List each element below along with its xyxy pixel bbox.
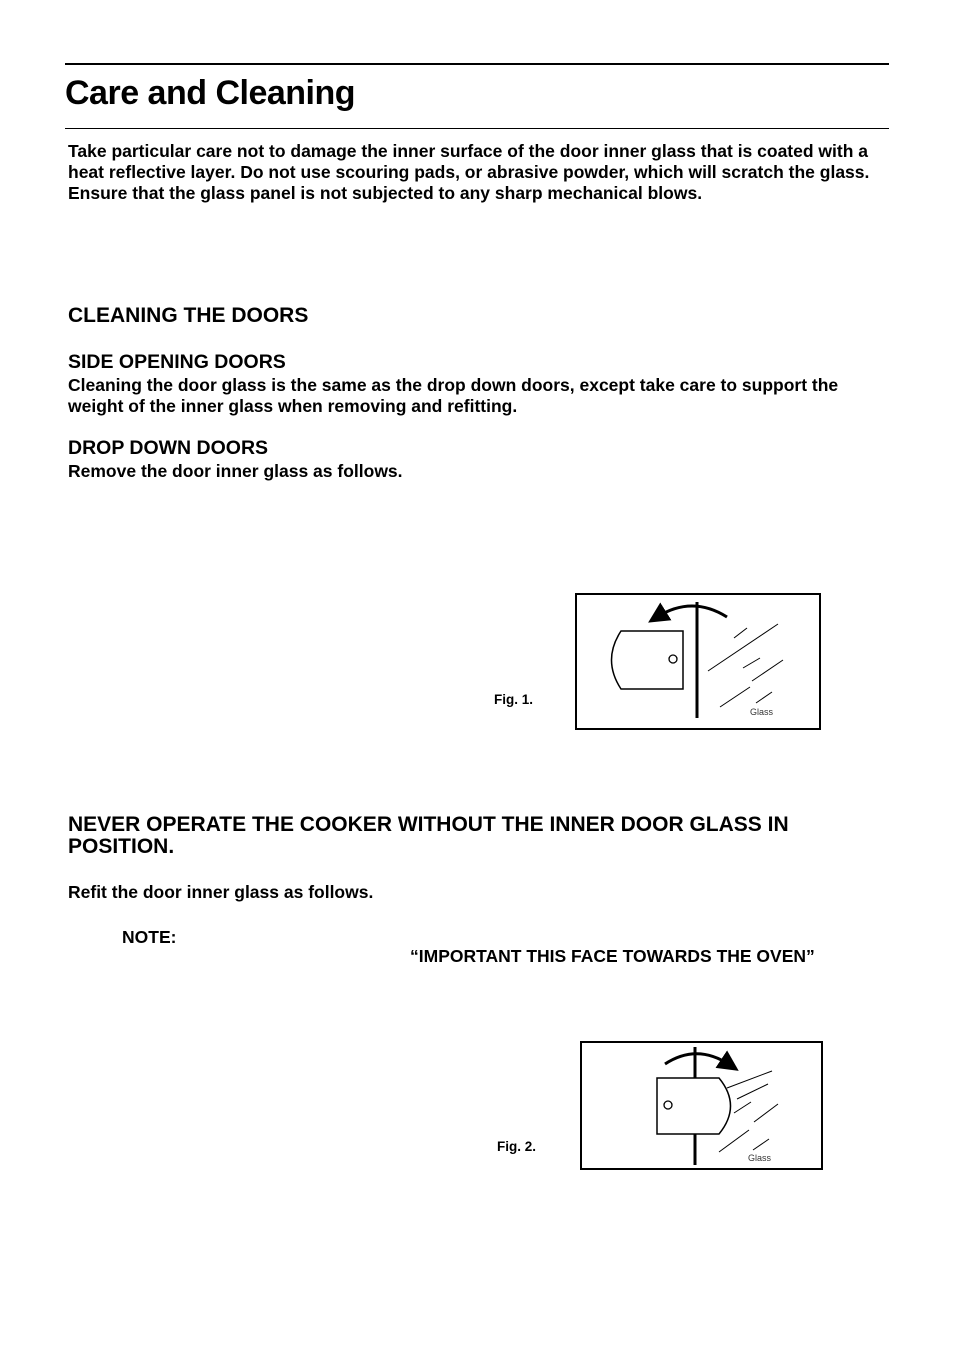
fig1-hinge-hole — [669, 655, 677, 663]
refit-text: Refit the door inner glass as follows. — [68, 882, 374, 902]
fig1-label: Fig. 1. — [494, 692, 534, 707]
drop-down-text: Remove the door inner glass as follows. — [68, 461, 403, 481]
intro-paragraph: Take particular care not to damage the inner surface of the door inner glass that is coated with a heat reflective layer. Do not use scouring pads, or abrasive powder, which will scratch the glass. Ensure that the glass panel is not subjected to any sharp mechanical blows. — [68, 141, 870, 203]
fig2-svg — [582, 1043, 821, 1168]
fig2-label: Fig. 2. — [497, 1139, 537, 1154]
important-text: “IMPORTANT THIS FACE TOWARDS THE OVEN” — [410, 946, 815, 966]
fig2-diagram — [580, 1041, 823, 1170]
fig1-diagram — [575, 593, 821, 730]
drop-down-heading: DROP DOWN DOORS — [68, 437, 269, 459]
warning-heading: NEVER OPERATE THE COOKER WITHOUT THE INNER DOOR GLASS IN POSITION. — [68, 813, 789, 858]
fig1-svg — [577, 595, 819, 728]
fig1-glass-label: Glass — [750, 707, 774, 717]
cleaning-doors-heading: CLEANING THE DOORS — [68, 304, 309, 327]
fig1-rotation-arrow — [657, 606, 727, 617]
side-opening-heading: SIDE OPENING DOORS — [68, 351, 286, 373]
fig2-glass-label: Glass — [748, 1153, 772, 1163]
page-title: Care and Cleaning — [65, 74, 356, 112]
fig1-glass-hatching — [708, 624, 783, 707]
side-opening-text: Cleaning the door glass is the same as the drop down doors, except take care to support the weight of the inner glass when removing and refitting. — [68, 375, 839, 416]
top-rule — [65, 63, 889, 65]
title-underline — [65, 128, 889, 129]
note-label: NOTE: — [122, 927, 177, 947]
fig2-rotation-arrow — [665, 1054, 730, 1065]
fig2-hinge-hole — [664, 1101, 672, 1109]
